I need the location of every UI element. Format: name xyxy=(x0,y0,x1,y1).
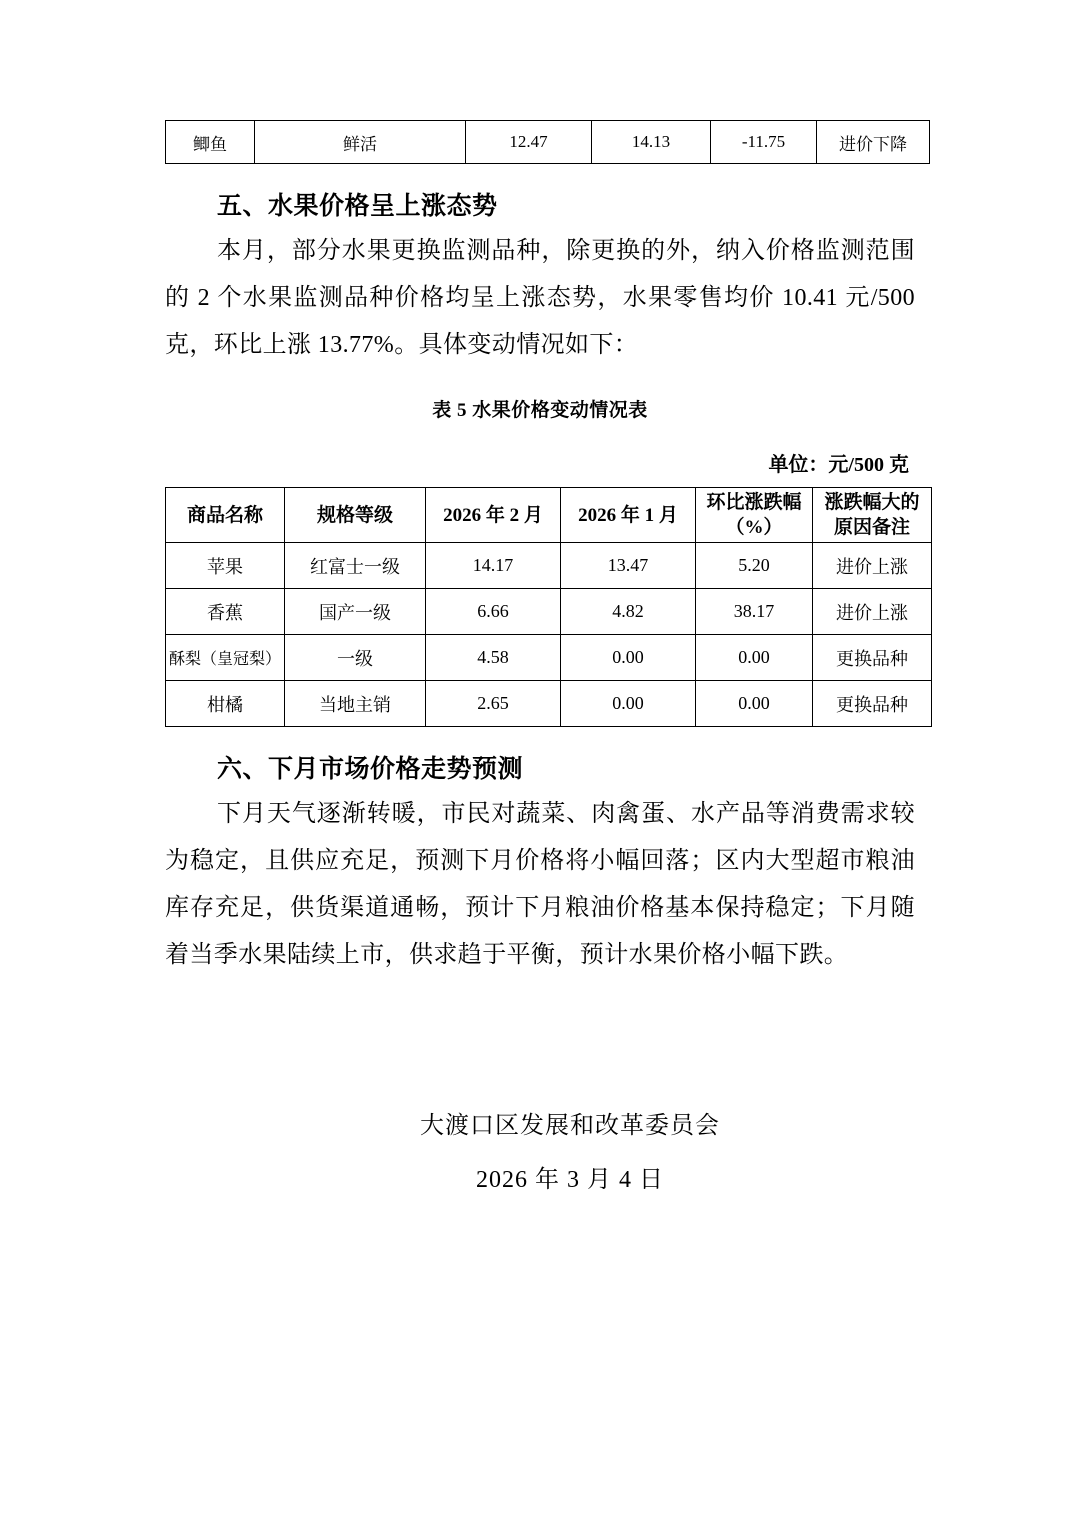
cell-remark: 进价上涨 xyxy=(813,589,932,635)
header-month-previous: 2026 年 1 月 xyxy=(561,488,696,543)
cell-product-name: 鲫鱼 xyxy=(166,121,255,164)
cell-product-name: 苹果 xyxy=(166,543,285,589)
table-5-caption: 表 5 水果价格变动情况表 xyxy=(432,400,648,421)
cell-spec: 红富士一级 xyxy=(285,543,426,589)
cell-change-pct: -11.75 xyxy=(711,121,817,164)
table-row xyxy=(166,543,932,589)
cell-product-name: 香蕉 xyxy=(166,589,285,635)
cell-change-pct: 5.20 xyxy=(696,543,813,589)
cell-product-name: 柑橘 xyxy=(166,681,285,727)
cell-product-name: 酥梨（皇冠梨） xyxy=(166,635,285,681)
cell-current-month: 2.65 xyxy=(426,681,561,727)
cell-change-pct: 38.17 xyxy=(696,589,813,635)
cell-previous-month: 14.13 xyxy=(592,121,711,164)
section-5-heading: 五、水果价格呈上涨态势 xyxy=(217,193,498,220)
signature-organization: 大渡口区发展和改革委员会 xyxy=(420,1113,720,1139)
header-remark-line1: 涨跌幅大的 xyxy=(824,492,920,513)
cell-current-month: 12.47 xyxy=(466,121,592,164)
header-change-pct-line2: （%） xyxy=(725,517,783,538)
cell-remark: 进价下降 xyxy=(817,121,930,164)
signature-date: 2026 年 3 月 4 日 xyxy=(476,1167,664,1193)
cell-spec: 一级 xyxy=(285,635,426,681)
cell-spec: 鲜活 xyxy=(255,121,466,164)
table-header-row xyxy=(166,488,932,543)
section-5-paragraph: 本月，部分水果更换监测品种，除更换的外，纳入价格监测范围的 2 个水果监测品种价格均呈上涨态势，水果零售均价 10.41 元/500 克，环比上涨 13.77%。具体变动情况如下： xyxy=(165,238,915,358)
cell-change-pct: 0.00 xyxy=(696,635,813,681)
cell-current-month: 6.66 xyxy=(426,589,561,635)
cell-spec: 当地主销 xyxy=(285,681,426,727)
header-remark xyxy=(813,488,932,543)
cell-previous-month: 4.82 xyxy=(561,589,696,635)
cell-previous-month: 0.00 xyxy=(561,681,696,727)
table-row xyxy=(166,589,932,635)
header-month-current: 2026 年 2 月 xyxy=(426,488,561,543)
cell-previous-month: 13.47 xyxy=(561,543,696,589)
section-6-paragraph: 下月天气逐渐转暖，市民对蔬菜、肉禽蛋、水产品等消费需求较为稳定，且供应充足，预测下月价格将小幅回落；区内大型超市粮油库存充足，供货渠道通畅，预计下月粮油价格基本保持稳定；下月随着当季水果陆续上市，供求趋于平衡，预计水果价格小幅下跌。 xyxy=(165,801,915,968)
cell-remark: 进价上涨 xyxy=(813,543,932,589)
cell-change-pct: 0.00 xyxy=(696,681,813,727)
table-row xyxy=(166,121,930,164)
header-product-name: 商品名称 xyxy=(166,488,285,543)
header-change-pct-line1: 环比涨跌幅 xyxy=(706,492,802,513)
cell-previous-month: 0.00 xyxy=(561,635,696,681)
header-change-pct xyxy=(696,488,813,543)
document-body xyxy=(165,120,920,1207)
cell-remark: 更换品种 xyxy=(813,635,932,681)
cell-remark: 更换品种 xyxy=(813,681,932,727)
section-6-heading: 六、下月市场价格走势预测 xyxy=(217,756,524,783)
continuation-table xyxy=(165,120,930,164)
cell-spec: 国产一级 xyxy=(285,589,426,635)
table-row xyxy=(166,681,932,727)
table-row xyxy=(166,635,932,681)
header-spec: 规格等级 xyxy=(285,488,426,543)
cell-current-month: 14.17 xyxy=(426,543,561,589)
signature-block xyxy=(165,1099,915,1207)
cell-current-month: 4.58 xyxy=(426,635,561,681)
table-5-unit-label: 单位：元/500 克 xyxy=(768,454,909,476)
header-remark-line2: 原因备注 xyxy=(833,517,910,538)
fruit-price-table xyxy=(165,487,932,727)
